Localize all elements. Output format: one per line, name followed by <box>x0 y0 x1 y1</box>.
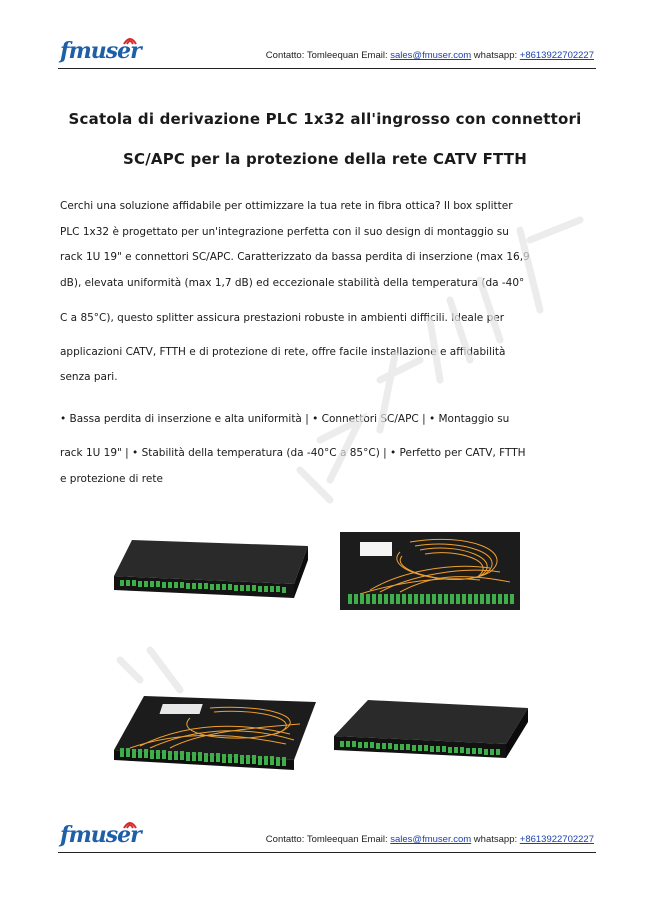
email-link[interactable]: sales@fmuser.com <box>390 50 472 61</box>
page-title-line-2: SC/APC per la protezione della rete CATV FTTH <box>123 150 527 168</box>
feature-line-1: • Bassa perdita di inserzione e alta uniformità | • Connettori SC/APC | • Montaggio su <box>60 413 510 425</box>
whatsapp-label: whatsapp: <box>471 834 520 845</box>
whatsapp-link[interactable]: +8613922702227 <box>519 50 594 61</box>
intro-line-4: dB), elevata uniformità (max 1,7 dB) ed eccezionale stabilità della temperatura (da -40° <box>60 277 525 289</box>
email-link[interactable]: sales@fmuser.com <box>390 834 472 845</box>
intro-line-3: rack 1U 19" e connettori SC/APC. Caratterizzato da bassa perdita di inserzione (max 16,9 <box>60 251 530 263</box>
intro-line-1: Cerchi una soluzione affidabile per ottimizzare la tua rete in fibra ottica? Il box splitter <box>60 200 513 212</box>
fmuser-logo: fmuser <box>60 822 144 850</box>
feature-line-2: rack 1U 19" | • Stabilità della temperatura (da -40°C a 85°C) | • Perfetto per CATV, FTTH <box>60 447 526 459</box>
signal-wave-icon <box>120 816 140 830</box>
signal-wave-icon <box>120 32 140 46</box>
product-photo-closed-panel-angled <box>330 700 530 770</box>
page-title-line-1: Scatola di derivazione PLC 1x32 all'ingrosso con connettori <box>68 110 582 128</box>
contact-info <box>266 834 594 845</box>
contact-label: Contatto: Tomleequan Email: <box>265 834 391 845</box>
intro-line-7: senza pari. <box>60 371 118 383</box>
intro-line-6: applicazioni CATV, FTTH e di protezione di rete, offre facile installazione e affidabilità <box>60 346 506 358</box>
fmuser-logo: fmuser <box>60 38 144 66</box>
product-photo-open-angled <box>110 694 320 772</box>
intro-line-5: C a 85°C), questo splitter assicura prestazioni robuste in ambienti difficili. Ideale per <box>60 312 505 324</box>
page-header <box>58 34 596 69</box>
intro-line-2: PLC 1x32 è progettato per un'integrazione perfetta con il suo design di montaggio su <box>60 226 509 238</box>
contact-info <box>266 50 594 61</box>
whatsapp-label: whatsapp: <box>471 50 520 61</box>
contact-label: Contatto: Tomleequan Email: <box>265 50 391 61</box>
whatsapp-link[interactable]: +8613922702227 <box>519 834 594 845</box>
product-photo-closed-panel-front <box>112 540 312 610</box>
feature-line-3: e protezione di rete <box>60 473 163 485</box>
product-photo-open-top <box>340 532 520 610</box>
page-footer <box>58 818 596 853</box>
